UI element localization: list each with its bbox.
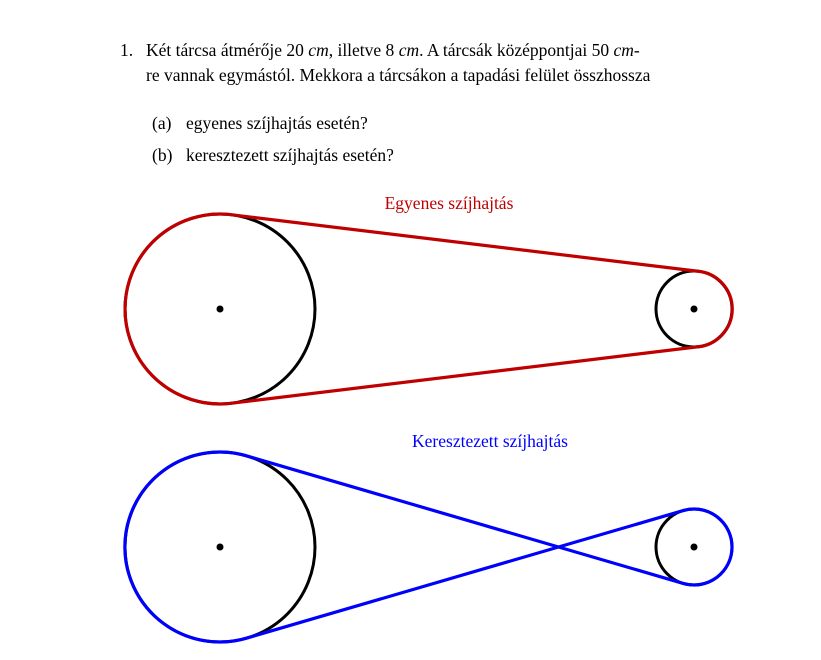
sub-question-text: keresztezett szíjhajtás esetén? bbox=[186, 145, 394, 165]
statement-text: , illetve 8 bbox=[328, 40, 399, 60]
sub-question-text: egyenes szíjhajtás esetén? bbox=[186, 113, 368, 133]
belt-arc-large-pulley bbox=[125, 452, 248, 642]
large-pulley-center bbox=[217, 544, 224, 551]
unit-text: cm bbox=[398, 40, 420, 60]
straight-belt-title: Egyenes szíjhajtás bbox=[384, 193, 514, 213]
statement-text: - bbox=[633, 40, 640, 60]
small-pulley-center bbox=[691, 544, 698, 551]
belt-upper-span bbox=[228, 214, 697, 271]
sub-question-label: (b) bbox=[152, 145, 173, 165]
statement-text: Két tárcsa átmérője 20 bbox=[146, 40, 309, 60]
straight-belt-diagram bbox=[125, 193, 732, 404]
statement-line-2: re vannak egymástól. Mekkora a tárcsákon a tapadási felület összhossza bbox=[146, 65, 651, 85]
crossed-belt-title: Keresztezett szíjhajtás bbox=[412, 431, 568, 451]
sub-question-label: (a) bbox=[152, 113, 172, 133]
unit-text: cm bbox=[613, 40, 634, 60]
belt-lower-span bbox=[228, 347, 697, 404]
problem-number: 1. bbox=[120, 40, 134, 60]
unit-text: cm bbox=[308, 40, 329, 60]
crossed-belt-diagram bbox=[125, 431, 732, 642]
belt-arc-small-pulley bbox=[683, 509, 732, 585]
statement-text: . A tárcsák középpontjai 50 bbox=[419, 40, 614, 60]
belt-arc-large-pulley bbox=[125, 214, 228, 404]
large-pulley-center bbox=[217, 306, 224, 313]
belt-arc-small-pulley bbox=[697, 271, 732, 347]
small-pulley-center bbox=[691, 306, 698, 313]
